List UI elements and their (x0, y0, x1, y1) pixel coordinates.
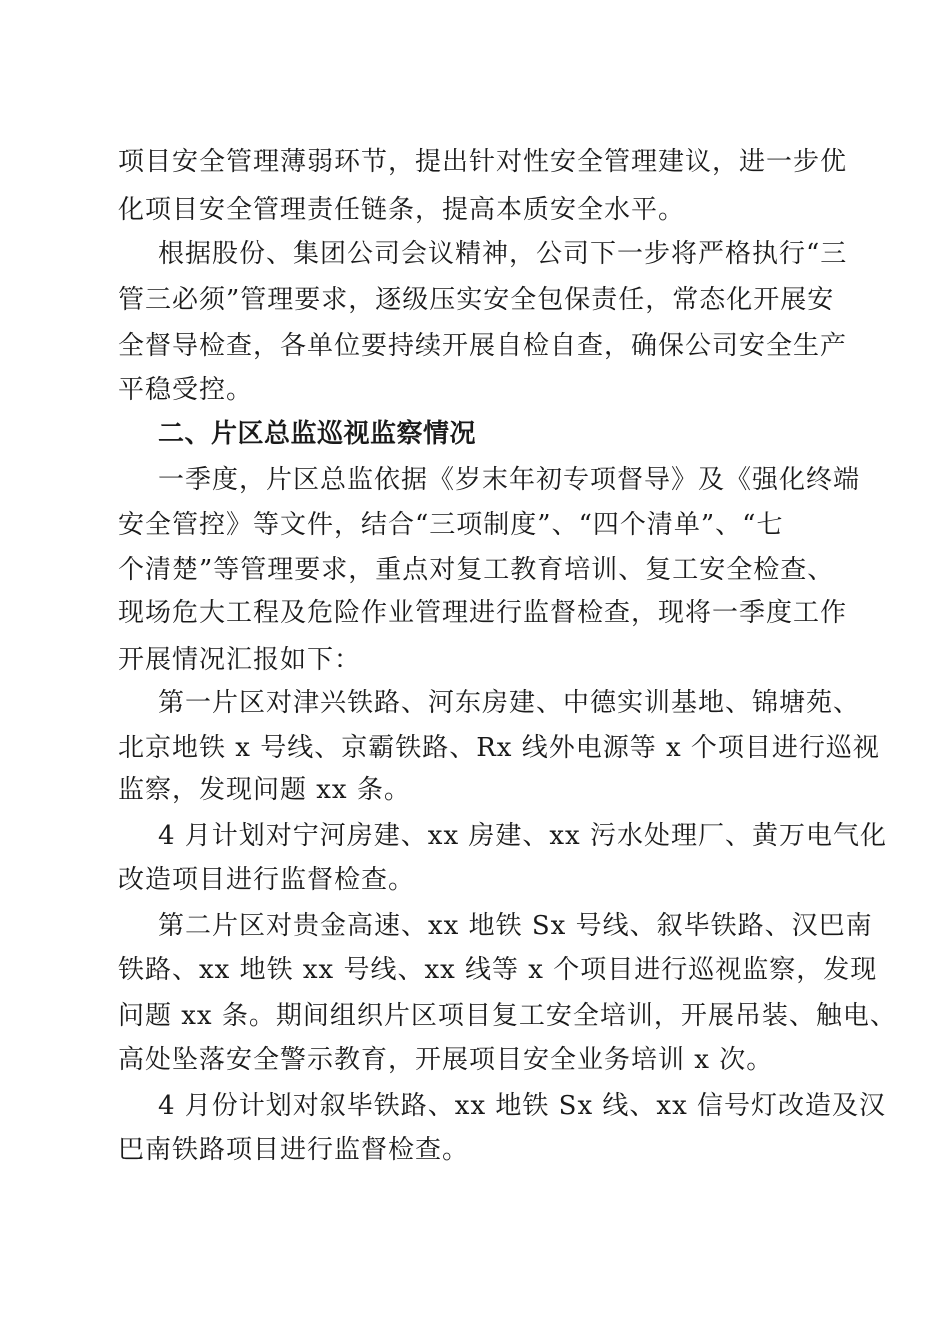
paragraph-7-line-2: 巴南铁路项目进行监督检查。 (118, 1135, 470, 1165)
paragraph-1-line-1: 项目安全管理薄弱环节，提出针对性安全管理建议，进一步优 (118, 147, 848, 177)
paragraph-2-line-4: 平稳受控。 (118, 375, 254, 405)
paragraph-6-line-2: 铁路、xx 地铁 xx 号线、xx 线等 x 个项目进行巡视监察，发现 (118, 955, 878, 985)
paragraph-2-line-1: 根据股份、集团公司会议精神，公司下一步将严格执行“三 (158, 239, 848, 269)
paragraph-2-line-2: 管三必须”管理要求，逐级压实安全包保责任，常态化开展安 (118, 285, 835, 315)
paragraph-6-line-4: 高处坠落安全警示教育，开展项目安全业务培训 x 次。 (118, 1045, 774, 1075)
paragraph-3-line-2: 安全管控》等文件，结合“三项制度”、“四个清单”、“七 (118, 510, 784, 540)
paragraph-2-line-3: 全督导检查，各单位要持续开展自检自查，确保公司安全生产 (118, 331, 848, 361)
paragraph-7-line-1: 4 月份计划对叙毕铁路、xx 地铁 Sx 线、xx 信号灯改造及汉 (158, 1091, 886, 1121)
paragraph-4-line-1: 第一片区对津兴铁路、河东房建、中德实训基地、锦塘苑、 (158, 688, 861, 718)
paragraph-3-line-3: 个清楚”等管理要求，重点对复工教育培训、复工安全检查、 (118, 555, 835, 585)
paragraph-4-line-3: 监察，发现问题 xx 条。 (118, 775, 411, 805)
paragraph-5-line-1: 4 月计划对宁河房建、xx 房建、xx 污水处理厂、黄万电气化 (158, 821, 887, 851)
paragraph-3-line-1: 一季度，片区总监依据《岁末年初专项督导》及《强化终端 (158, 465, 861, 495)
paragraph-4-line-2: 北京地铁 x 号线、京霸铁路、Rx 线外电源等 x 个项目进行巡视 (118, 733, 880, 763)
paragraph-1-line-2: 化项目安全管理责任链条，提高本质安全水平。 (118, 195, 686, 225)
paragraph-3-line-4: 现场危大工程及危险作业管理进行监督检查，现将一季度工作 (118, 598, 848, 628)
paragraph-3-line-5: 开展情况汇报如下： (118, 645, 362, 675)
paragraph-5-line-2: 改造项目进行监督检查。 (118, 865, 416, 895)
paragraph-6-line-3: 问题 xx 条。期间组织片区项目复工安全培训，开展吊装、触电、 (118, 1001, 897, 1031)
section-heading: 二、片区总监巡视监察情况 (158, 419, 477, 449)
paragraph-6-line-1: 第二片区对贵金高速、xx 地铁 Sx 号线、叙毕铁路、汉巴南 (158, 911, 873, 941)
